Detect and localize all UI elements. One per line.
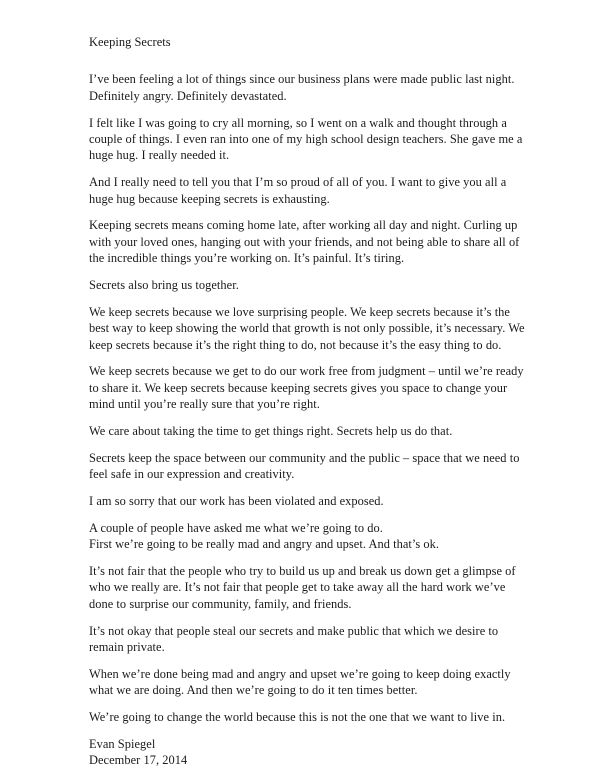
paragraph: Secrets also bring us together. <box>89 278 239 293</box>
paragraph: It’s not fair that the people who try to build us up and break us down get a glimpse of who we really are. It’s not fair that people get to take away all the hard work we’ve done to surprise our community, family, and friends. <box>89 564 516 611</box>
paragraph: We’re going to change the world because this is not the one that we want to live in. <box>89 710 506 725</box>
paragraph: We keep secrets because we get to do our work free from judgment – until we’re ready to share it. We keep secrets because keeping secrets gives you space to change your mind until you’re really sure that you’re right. <box>89 364 524 412</box>
paragraph: Secrets keep the space between our community and the public – space that we need to feel safe in our expression and creativity. <box>89 450 520 482</box>
paragraph: It’s not okay that people steal our secrets and make public that which we desire to remain private. <box>89 623 499 655</box>
signature-block <box>89 736 529 769</box>
paragraph: We care about taking the time to get things right. Secrets help us do that. <box>89 424 453 439</box>
paragraph: We keep secrets because we love surprising people. We keep secrets because it’s the best way to keep showing the world that growth is not only possible, it’s necessary. We keep secrets because it’s the right thing to do, not because it’s the easy thing to do. <box>89 304 525 352</box>
paragraph: I felt like I was going to cry all morning, so I went on a walk and thought through a couple of things. I even ran into one of my high school design teachers. She gave me a huge hug. I really needed it. <box>89 115 523 163</box>
signature-name: Evan Spiegel <box>89 736 156 751</box>
paragraph: And I really need to tell you that I’m so proud of all of you. I want to give you all a huge hug because keeping secrets is exhausting. <box>89 175 507 206</box>
paragraph: I am so sorry that our work has been violated and exposed. <box>89 494 384 509</box>
paragraph: A couple of people have asked me what we’re going to do. First we’re going to be really mad and angry and upset. And that’s ok. <box>89 520 440 552</box>
paragraph: When we’re done being mad and angry and upset we’re going to keep doing exactly what we are doing. And then we’re going to do it ten times better. <box>89 666 511 698</box>
paragraph: Keeping secrets means coming home late, after working all day and night. Curling up with your loved ones, hanging out with your friends, and not being able to share all of the incredible things you’re working on. It’s painful. It’s tiring. <box>89 218 520 266</box>
document-title: Keeping Secrets <box>89 35 171 49</box>
letter-body <box>89 34 529 769</box>
signature-date: December 17, 2014 <box>89 753 188 768</box>
paragraph: I’ve been feeling a lot of things since our business plans were made public last night. Definitely angry. Definitely devastated. <box>89 72 515 103</box>
